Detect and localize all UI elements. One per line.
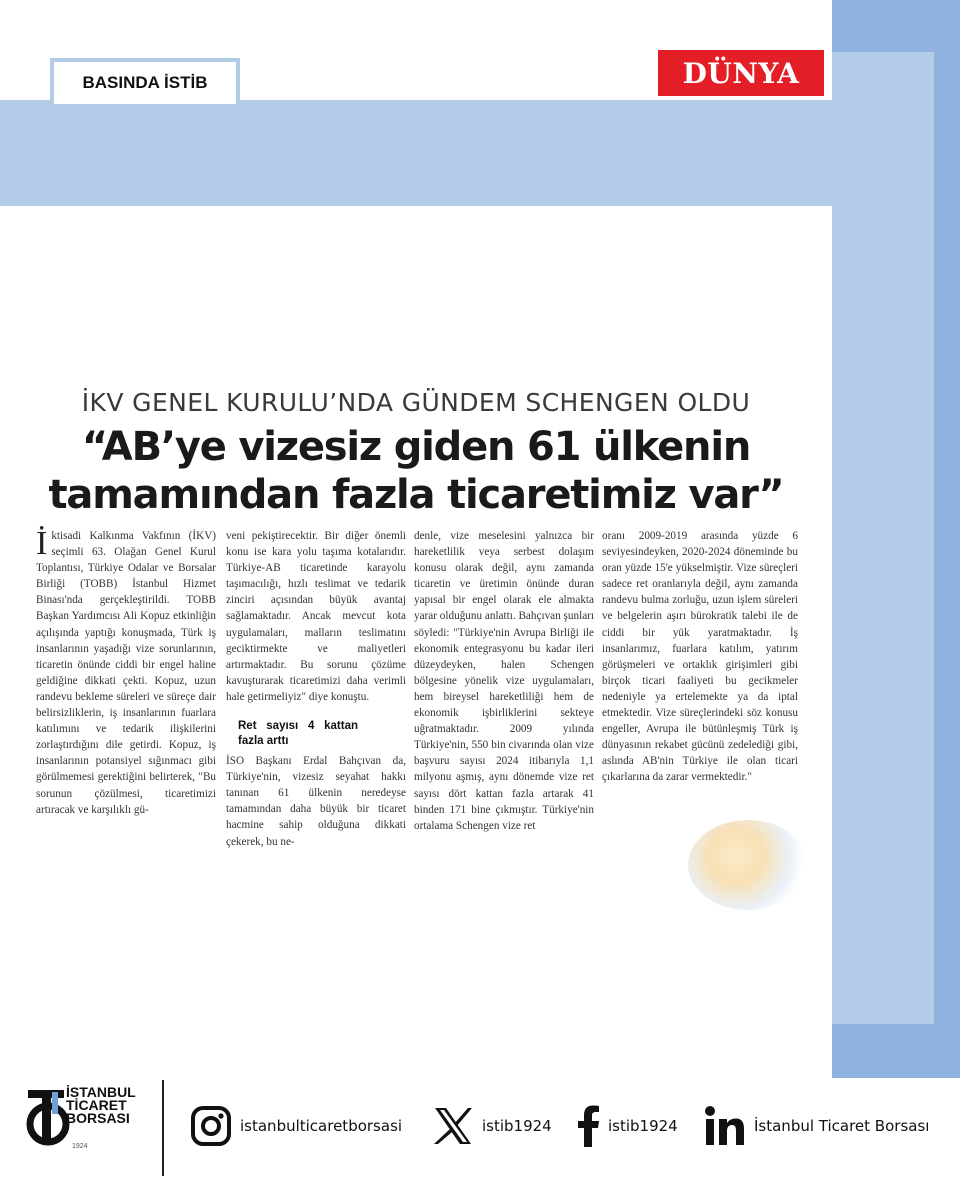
social-instagram[interactable] [190,1100,402,1152]
frame-right-light [832,52,934,1024]
header-band [0,100,832,206]
headline-line-2: tamamından fazla ticaretimiz var” [48,472,784,518]
article-headline [36,423,796,519]
news-clipping [36,388,796,908]
social-linkedin[interactable] [704,1100,929,1152]
article-column-2 [226,528,406,850]
article-subhead: Ret sayısı 4 kattan fazla arttı [238,720,358,748]
brand-line-2: TİCARET [66,1097,127,1113]
x-icon [432,1105,474,1147]
social-facebook[interactable] [578,1100,678,1152]
column-3-text: denle, vize meselesini yalnızca bir hareketlilik veya serbest dolaşım konusu olarak değil, aynı zamanda ticaretin ve üretimin önünde duran yapısal bir engel olarak ele almakta yarar olduğunu anlattı. Bahçıvan şunları söyledi: "Türkiye'nin Avrupa Birliği ile ekonomik entegrasyonu bu kadar ileri düzeydeyken, halen Schengen bölgesine yönelik vize uygulamaları, hem bireysel hareketliliği hem de ekonomik işbirliklerini sekteye uğratmaktadır. 2009 yılında Türkiye'nin, 550 bin civarında olan vize başvuru sayısı 2024 itibarıyla 1,1 milyonu aşmış, aynı dönemde vize ret sayısı dört kattan fazla artarak 41 binden 171 bine çıkmıştır. Türkiye'nin ortalama Schengen vize ret [414,530,594,832]
article-column-3 [414,528,594,834]
dunya-logo: DÜNYA [658,50,824,96]
article-column-4 [602,528,798,786]
column-1-text: ktisadi Kalkınma Vakfının (İKV) seçimli 63. Olağan Genel Kurul Toplantısı, Türkiye Odalar ve Borsalar Birliği (TOBB) İstanbul Hizmet Binası'nda gerçekleştirildi. TOBB Başkan Yardımcısı Ali Kopuz etkinliğin açılışında yaptığı konuşmada, Türk iş insanlarının yaşadığı vize sorunlarının, ticaretin önünde ciddi bir engel haline geldiğine dikkati çekti. Kopuz, uzun randevu bekleme süreleri ve süreçe dair belirsizliklerin, iş insanlarının fuarlara katılımını ve tedarik ilişkilerini zorlaştırdığını dile getirdi. Kopuz, iş insanlarının potansiyel sığınmacı gibi görülmemesi gerektiğini belirterek, "Bu sorunun çözülmesi, ticaretimizi artıracak ve karşılıklı gü- [36,530,216,816]
article-kicker: İKV GENEL KURULU’NDA GÜNDEM SCHENGEN OLDU [81,388,751,417]
column-4-text: oranı 2009-2019 arasında yüzde 6 seviyesindeyken, 2020-2024 döneminde bu oran yüzde 15'e yükselmiştir. Vize süreçleri sadece ret oranlarıyla değil, aynı zamanda randevu bulma zorluğu, uzun işlem süreleri ve belgelerin aşırı bürokratik talebi ile de ciddi bir yük yaratmaktadır. İş insanlarımız, fuarlara katılım, yatırım görüşmeleri ve ortaklık girişimleri gibi birçok ticari faaliyeti bu gecikmeler nedeniyle ya ertelemekte ya da iptal etmektedir. Vize süreçlerindeki söz konusu engeller, Avrupa ile bütünleşmiş Türk iş dünyasının rekabet gücünü zedelediği gibi, aslında AB'nin Türkiye ile olan ticari çıkarlarına da zarar vermektedir." [602,530,798,784]
linkedin-icon [704,1105,746,1147]
footer-divider [162,1080,164,1176]
brand-line-1: İSTANBUL [66,1084,136,1100]
instagram-handle: istanbulticaretborsasi [240,1117,403,1135]
frame-bottom-right [832,1024,960,1078]
column-2-text-bottom: İSO Başkanı Erdal Bahçıvan da, Türkiye'nin, vizesiz seyahat hakkı tanınan 61 ülkenin neredeyse tamamından daha büyük bir ticaret hacmine sahip olduğuna dikkati çekerek, bu ne- [226,755,406,848]
itb-brand-name[interactable] [66,1086,136,1125]
instagram-icon [190,1105,232,1147]
social-x[interactable] [432,1100,552,1152]
section-label: BASINDA İSTİB [50,58,240,104]
article-column-1 [36,525,216,818]
headline-line-1: “AB’ye vizesiz giden 61 ülkenin [81,424,751,470]
facebook-handle: istib1924 [608,1117,678,1135]
x-handle: istib1924 [482,1117,552,1135]
column-2-text-top: veni pekiştirecektir. Bir diğer önemli konu ise kara yolu taşıma kotalarıdır. Türkiye-AB ticaretinde karayolu taşımacılığı, hızlı teslimat ve tedarik zinciri açısından büyük avantaj sağlamaktadır. Ancak mevcut kota uygulamaları, malların teslimatını geciktirmekte ve maliyetleri artırmaktadır. Bu sorunu çözüme kavuşturarak ticaretimizi daha verimli hale getirmeliyiz" diye konuştu. [226,530,406,703]
facebook-icon [578,1105,600,1147]
drop-cap: İ [36,525,48,562]
decorative-sun-graphic [688,820,808,910]
linkedin-handle: İstanbul Ticaret Borsası [754,1117,930,1135]
article-columns [36,525,798,908]
brand-year: 1924 [72,1143,88,1150]
brand-line-3: BORSASI [66,1110,130,1126]
